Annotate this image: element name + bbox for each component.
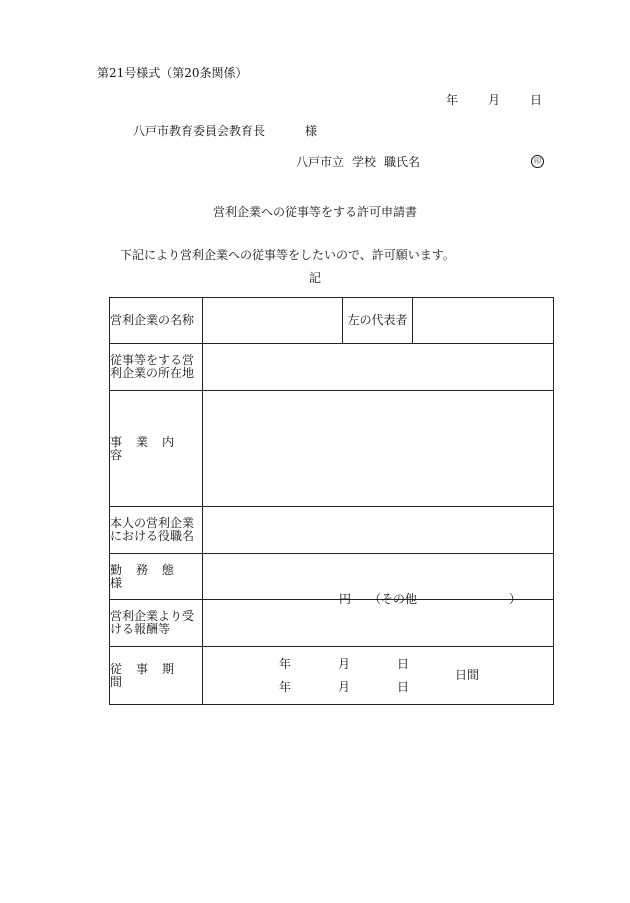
work-style-label [110, 554, 203, 600]
compensation-label-line2: ける報酬等 [110, 622, 171, 636]
position-label-line1: 本人の営利企業 [110, 516, 195, 530]
compensation-label-line1: 営利企業より受 [110, 609, 195, 623]
compensation-yen: 円 [339, 592, 352, 606]
position-field[interactable] [203, 507, 554, 554]
work-style-label-text: 勤務態様 [110, 562, 189, 590]
row-location [110, 344, 554, 391]
row-business [110, 391, 554, 507]
document-title: 営利企業への従事等をする許可申請書 [212, 205, 417, 219]
compensation-other: （その他 [369, 592, 418, 606]
date-year: 年 [445, 93, 458, 107]
period-end-day: 日 [397, 680, 410, 694]
location-label [110, 344, 203, 391]
sender-school: 学校 [352, 155, 377, 169]
date-day: 日 [529, 93, 542, 107]
representative-label: 左の代表者 [343, 298, 413, 344]
intro-text: 下記により営利企業への従事等をしたいので、許可願います。 [120, 248, 455, 262]
company-name-label: 営利企業の名称 [110, 298, 203, 344]
row-period [110, 647, 554, 705]
row-work-style [110, 554, 554, 600]
period-end-month: 月 [338, 680, 351, 694]
compensation-close: ） [509, 592, 522, 606]
position-label [110, 507, 203, 554]
sender-name-label: 職氏名 [384, 155, 421, 169]
period-start-day: 日 [397, 657, 410, 671]
period-label-text: 従事期間 [110, 661, 189, 689]
form-number: 第21号様式（第20条関係） [97, 66, 248, 80]
sender-city: 八戸市立 [296, 155, 345, 169]
row-company-name [110, 298, 554, 344]
representative-field[interactable] [413, 298, 554, 344]
period-start-year: 年 [279, 657, 292, 671]
business-field[interactable] [203, 391, 554, 507]
ki-marker: 記 [308, 271, 321, 285]
period-end-year: 年 [279, 680, 292, 694]
seal-icon: 印 [531, 155, 544, 168]
addressee-name: 八戸市教育委員会教育長 [133, 124, 266, 138]
period-start-month: 月 [338, 657, 351, 671]
business-label-text: 事業内容 [110, 434, 189, 462]
position-label-line2: における役職名 [110, 529, 195, 543]
date-month: 月 [487, 93, 500, 107]
location-label-line1: 従事等をする営 [110, 353, 195, 367]
period-label [110, 647, 203, 705]
row-position [110, 507, 554, 554]
period-field[interactable] [203, 647, 554, 705]
company-name-field[interactable] [203, 298, 343, 344]
period-days: 日間 [455, 668, 480, 682]
honorific: 様 [305, 124, 318, 138]
compensation-label [110, 600, 203, 647]
compensation-field[interactable] [203, 592, 554, 647]
sender [296, 155, 546, 169]
application-date [446, 93, 542, 107]
row-compensation [110, 600, 554, 647]
business-label [110, 391, 203, 507]
addressee [133, 124, 317, 138]
location-label-line2: 利企業の所在地 [110, 366, 195, 380]
location-field[interactable] [203, 344, 554, 391]
application-table [109, 297, 554, 705]
